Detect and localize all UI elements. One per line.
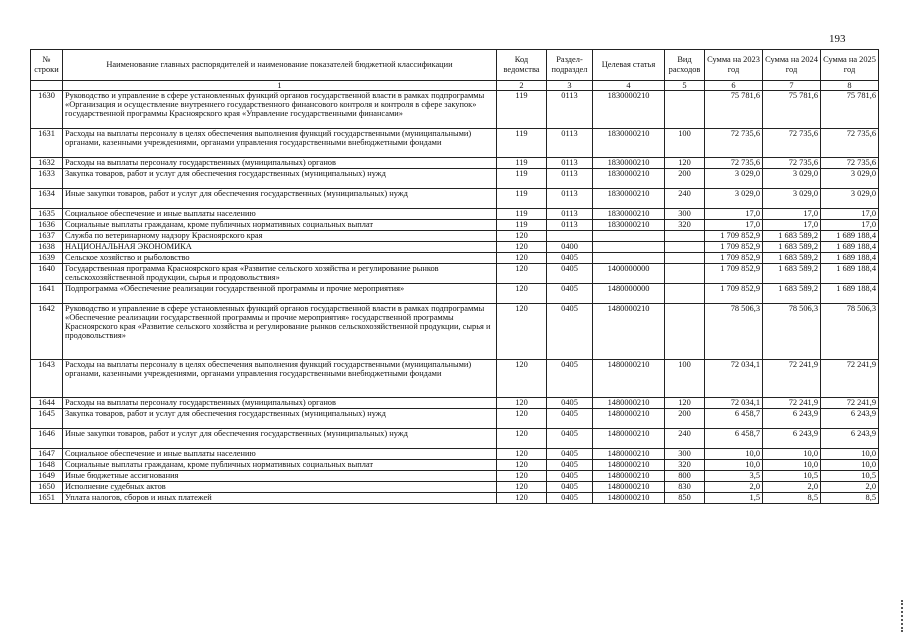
header-row — [31, 50, 879, 81]
row-number: 1649 — [31, 471, 63, 482]
row-number: 1642 — [31, 304, 63, 360]
row-number: 1639 — [31, 253, 63, 264]
row-sum-2023: 75 781,6 — [705, 91, 763, 129]
row-section: 0405 — [547, 449, 593, 460]
table-row — [31, 471, 879, 482]
row-code: 120 — [497, 231, 547, 242]
row-name: Закупка товаров, работ и услуг для обеспечения государственных (муниципальных) нужд — [63, 169, 497, 189]
row-sum-2024: 72 735,6 — [763, 158, 821, 169]
row-number: 1641 — [31, 284, 63, 304]
row-type: 100 — [665, 360, 705, 398]
row-target: 1480000210 — [593, 429, 665, 449]
row-type — [665, 304, 705, 360]
row-section: 0113 — [547, 158, 593, 169]
row-code: 119 — [497, 129, 547, 158]
row-section: 0400 — [547, 242, 593, 253]
row-sum-2025: 3 029,0 — [821, 169, 879, 189]
row-code: 119 — [497, 158, 547, 169]
header-section: Раздел-подраздел — [547, 50, 593, 81]
row-sum-2023: 10,0 — [705, 460, 763, 471]
row-section: 0405 — [547, 284, 593, 304]
row-sum-2024: 1 683 589,2 — [763, 231, 821, 242]
row-sum-2025: 17,0 — [821, 209, 879, 220]
row-code: 120 — [497, 471, 547, 482]
row-sum-2025: 6 243,9 — [821, 409, 879, 429]
row-sum-2023: 3 029,0 — [705, 189, 763, 209]
row-code: 120 — [497, 304, 547, 360]
table-row — [31, 449, 879, 460]
row-name: Руководство и управление в сфере установленных функций органов государственной власти в рамках подпрограммы «Организация и осуществление внутреннего государственного финансового контроля и контроля в сфере закупок» государственной программы Красноярского края «Управление государственными финансами» — [63, 91, 497, 129]
row-name: Сельское хозяйство и рыболовство — [63, 253, 497, 264]
row-type: 200 — [665, 409, 705, 429]
row-number: 1644 — [31, 398, 63, 409]
row-type — [665, 242, 705, 253]
row-name: Расходы на выплаты персоналу в целях обеспечения выполнения функций государственными (муниципальными) органами, казенными учреждениями, органами управления государственными внебюджетными фондами — [63, 129, 497, 158]
row-type: 300 — [665, 209, 705, 220]
row-target: 1480000210 — [593, 460, 665, 471]
table-row — [31, 220, 879, 231]
row-code: 119 — [497, 91, 547, 129]
row-type — [665, 264, 705, 284]
row-number: 1634 — [31, 189, 63, 209]
table-row — [31, 253, 879, 264]
row-sum-2023: 17,0 — [705, 209, 763, 220]
row-code: 120 — [497, 429, 547, 449]
row-number: 1632 — [31, 158, 63, 169]
row-target: 1830000210 — [593, 158, 665, 169]
row-number: 1630 — [31, 91, 63, 129]
row-sum-2023: 1 709 852,9 — [705, 231, 763, 242]
table-row — [31, 169, 879, 189]
row-sum-2025: 8,5 — [821, 493, 879, 504]
row-sum-2025: 17,0 — [821, 220, 879, 231]
row-target: 1480000210 — [593, 493, 665, 504]
row-code: 119 — [497, 220, 547, 231]
row-sum-2025: 72 241,9 — [821, 398, 879, 409]
row-sum-2023: 2,0 — [705, 482, 763, 493]
row-type: 200 — [665, 169, 705, 189]
row-sum-2024: 6 243,9 — [763, 409, 821, 429]
row-sum-2023: 1 709 852,9 — [705, 253, 763, 264]
row-name: Подпрограмма «Обеспечение реализации государственной программы и прочие мероприятия» — [63, 284, 497, 304]
row-sum-2025: 75 781,6 — [821, 91, 879, 129]
row-code: 120 — [497, 482, 547, 493]
row-type: 100 — [665, 129, 705, 158]
row-section: 0113 — [547, 209, 593, 220]
table-row — [31, 209, 879, 220]
row-target: 1830000210 — [593, 220, 665, 231]
row-code: 120 — [497, 493, 547, 504]
header-sum-2023: Сумма на 2023 год — [705, 50, 763, 81]
row-name: Социальные выплаты гражданам, кроме публичных нормативных социальных выплат — [63, 220, 497, 231]
row-sum-2025: 1 689 188,4 — [821, 253, 879, 264]
row-sum-2024: 10,0 — [763, 460, 821, 471]
row-sum-2025: 10,5 — [821, 471, 879, 482]
row-sum-2024: 72 241,9 — [763, 360, 821, 398]
row-number: 1643 — [31, 360, 63, 398]
row-sum-2025: 72 735,6 — [821, 129, 879, 158]
table-row — [31, 264, 879, 284]
row-code: 120 — [497, 284, 547, 304]
row-code: 120 — [497, 398, 547, 409]
row-type — [665, 253, 705, 264]
table-row — [31, 189, 879, 209]
row-target: 1480000210 — [593, 360, 665, 398]
row-sum-2023: 72 034,1 — [705, 360, 763, 398]
column-number: 1 — [63, 81, 497, 91]
row-section: 0405 — [547, 398, 593, 409]
row-sum-2024: 78 506,3 — [763, 304, 821, 360]
row-sum-2025: 72 241,9 — [821, 360, 879, 398]
row-number: 1631 — [31, 129, 63, 158]
row-sum-2023: 72 735,6 — [705, 158, 763, 169]
row-code: 120 — [497, 360, 547, 398]
row-number: 1633 — [31, 169, 63, 189]
header-row-no: № строки — [31, 50, 63, 81]
page-number: 193 — [829, 33, 846, 45]
column-number: 8 — [821, 81, 879, 91]
header-target: Целевая статья — [593, 50, 665, 81]
header-name: Наименование главных распорядителей и наименование показателей бюджетной классификации — [63, 50, 497, 81]
row-type: 850 — [665, 493, 705, 504]
row-code: 120 — [497, 460, 547, 471]
row-sum-2025: 10,0 — [821, 460, 879, 471]
row-section: 0405 — [547, 471, 593, 482]
table-row — [31, 284, 879, 304]
row-sum-2023: 1 709 852,9 — [705, 284, 763, 304]
row-type — [665, 284, 705, 304]
table-row — [31, 242, 879, 253]
header-sum-2025: Сумма на 2025 год — [821, 50, 879, 81]
row-type: 240 — [665, 189, 705, 209]
row-name: Социальное обеспечение и иные выплаты населению — [63, 209, 497, 220]
column-number: 4 — [593, 81, 665, 91]
row-section — [547, 231, 593, 242]
scan-edge-marks — [901, 600, 905, 632]
row-sum-2023: 6 458,7 — [705, 409, 763, 429]
table-row — [31, 409, 879, 429]
row-number: 1636 — [31, 220, 63, 231]
row-target: 1480000210 — [593, 398, 665, 409]
column-number: 2 — [497, 81, 547, 91]
row-type: 240 — [665, 429, 705, 449]
row-type: 800 — [665, 471, 705, 482]
row-target: 1480000210 — [593, 409, 665, 429]
row-sum-2025: 1 689 188,4 — [821, 264, 879, 284]
row-target: 1830000210 — [593, 91, 665, 129]
row-sum-2025: 6 243,9 — [821, 429, 879, 449]
row-name: Социальное обеспечение и иные выплаты населению — [63, 449, 497, 460]
row-target: 1480000000 — [593, 284, 665, 304]
header-sum-2024: Сумма на 2024 год — [763, 50, 821, 81]
row-sum-2025: 10,0 — [821, 449, 879, 460]
row-name: Иные бюджетные ассигнования — [63, 471, 497, 482]
row-sum-2024: 72 241,9 — [763, 398, 821, 409]
row-name: НАЦИОНАЛЬНАЯ ЭКОНОМИКА — [63, 242, 497, 253]
row-section: 0405 — [547, 264, 593, 284]
row-code: 120 — [497, 449, 547, 460]
row-target: 1480000210 — [593, 304, 665, 360]
row-number: 1648 — [31, 460, 63, 471]
row-sum-2023: 72 034,1 — [705, 398, 763, 409]
row-target: 1830000210 — [593, 189, 665, 209]
column-number: 7 — [763, 81, 821, 91]
row-target: 1830000210 — [593, 209, 665, 220]
row-section: 0113 — [547, 169, 593, 189]
row-code: 119 — [497, 169, 547, 189]
row-sum-2024: 1 683 589,2 — [763, 253, 821, 264]
row-sum-2024: 1 683 589,2 — [763, 284, 821, 304]
row-target: 1830000210 — [593, 169, 665, 189]
row-code: 119 — [497, 209, 547, 220]
row-sum-2023: 72 735,6 — [705, 129, 763, 158]
row-sum-2025: 2,0 — [821, 482, 879, 493]
table-row — [31, 231, 879, 242]
budget-table — [30, 49, 879, 504]
row-name: Исполнение судебных актов — [63, 482, 497, 493]
row-name: Иные закупки товаров, работ и услуг для обеспечения государственных (муниципальных) нужд — [63, 429, 497, 449]
row-section: 0113 — [547, 220, 593, 231]
row-target — [593, 231, 665, 242]
row-sum-2024: 1 683 589,2 — [763, 242, 821, 253]
row-section: 0113 — [547, 189, 593, 209]
row-section: 0405 — [547, 304, 593, 360]
row-section: 0113 — [547, 129, 593, 158]
row-number: 1650 — [31, 482, 63, 493]
row-name: Расходы на выплаты персоналу государственных (муниципальных) органов — [63, 158, 497, 169]
row-section: 0405 — [547, 253, 593, 264]
row-name: Социальные выплаты гражданам, кроме публичных нормативных социальных выплат — [63, 460, 497, 471]
row-section: 0405 — [547, 460, 593, 471]
row-sum-2023: 17,0 — [705, 220, 763, 231]
row-code: 120 — [497, 264, 547, 284]
row-section: 0405 — [547, 360, 593, 398]
row-name: Уплата налогов, сборов и иных платежей — [63, 493, 497, 504]
table-row — [31, 482, 879, 493]
row-type: 300 — [665, 449, 705, 460]
row-section: 0113 — [547, 91, 593, 129]
row-sum-2023: 3,5 — [705, 471, 763, 482]
header-code: Код ведомства — [497, 50, 547, 81]
row-name: Государственная программа Красноярского края «Развитие сельского хозяйства и регулирование рынков сельскохозяйственной продукции, сырья и продовольствия» — [63, 264, 497, 284]
row-number: 1637 — [31, 231, 63, 242]
row-section: 0405 — [547, 493, 593, 504]
row-number: 1635 — [31, 209, 63, 220]
row-sum-2024: 72 735,6 — [763, 129, 821, 158]
row-sum-2023: 1 709 852,9 — [705, 242, 763, 253]
row-sum-2023: 1 709 852,9 — [705, 264, 763, 284]
row-sum-2024: 75 781,6 — [763, 91, 821, 129]
row-code: 119 — [497, 189, 547, 209]
row-sum-2023: 6 458,7 — [705, 429, 763, 449]
row-name: Закупка товаров, работ и услуг для обеспечения государственных (муниципальных) нужд — [63, 409, 497, 429]
table-row — [31, 129, 879, 158]
row-code: 120 — [497, 409, 547, 429]
row-code: 120 — [497, 242, 547, 253]
row-sum-2024: 6 243,9 — [763, 429, 821, 449]
column-number-row — [31, 81, 879, 91]
row-target: 1480000210 — [593, 471, 665, 482]
row-sum-2024: 3 029,0 — [763, 169, 821, 189]
row-sum-2023: 1,5 — [705, 493, 763, 504]
row-type: 320 — [665, 460, 705, 471]
table-row — [31, 91, 879, 129]
column-number — [31, 81, 63, 91]
row-target: 1480000210 — [593, 449, 665, 460]
row-name: Расходы на выплаты персоналу в целях обеспечения выполнения функций государственными (муниципальными) органами, казенными учреждениями, органами управления государственными внебюджетными фондами — [63, 360, 497, 398]
row-type: 320 — [665, 220, 705, 231]
row-sum-2025: 1 689 188,4 — [821, 231, 879, 242]
row-type — [665, 91, 705, 129]
column-number: 3 — [547, 81, 593, 91]
table-row — [31, 460, 879, 471]
row-sum-2024: 2,0 — [763, 482, 821, 493]
row-target: 1400000000 — [593, 264, 665, 284]
row-section: 0405 — [547, 429, 593, 449]
row-sum-2024: 17,0 — [763, 209, 821, 220]
row-sum-2024: 8,5 — [763, 493, 821, 504]
table-row — [31, 429, 879, 449]
row-sum-2025: 78 506,3 — [821, 304, 879, 360]
row-sum-2023: 3 029,0 — [705, 169, 763, 189]
row-name: Служба по ветеринарному надзору Красноярского края — [63, 231, 497, 242]
row-target — [593, 242, 665, 253]
row-sum-2025: 72 735,6 — [821, 158, 879, 169]
row-section: 0405 — [547, 482, 593, 493]
column-number: 6 — [705, 81, 763, 91]
row-number: 1645 — [31, 409, 63, 429]
row-sum-2024: 1 683 589,2 — [763, 264, 821, 284]
row-number: 1638 — [31, 242, 63, 253]
row-target — [593, 253, 665, 264]
row-type: 120 — [665, 158, 705, 169]
row-type — [665, 231, 705, 242]
table-row — [31, 304, 879, 360]
row-sum-2024: 17,0 — [763, 220, 821, 231]
row-type: 120 — [665, 398, 705, 409]
row-sum-2023: 10,0 — [705, 449, 763, 460]
row-sum-2024: 3 029,0 — [763, 189, 821, 209]
row-target: 1480000210 — [593, 482, 665, 493]
row-type: 830 — [665, 482, 705, 493]
table-row — [31, 158, 879, 169]
row-number: 1651 — [31, 493, 63, 504]
row-name: Руководство и управление в сфере установленных функций органов государственной власти в рамках подпрограммы «Обеспечение реализации государственной программы и прочие мероприятия» государственной программы Красноярского края «Развитие сельского хозяйства и регулирование рынков сельскохозяйственной продукции, сырья и продовольствия» — [63, 304, 497, 360]
column-number: 5 — [665, 81, 705, 91]
row-target: 1830000210 — [593, 129, 665, 158]
row-name: Расходы на выплаты персоналу государственных (муниципальных) органов — [63, 398, 497, 409]
row-number: 1646 — [31, 429, 63, 449]
row-sum-2024: 10,5 — [763, 471, 821, 482]
table-row — [31, 360, 879, 398]
row-sum-2023: 78 506,3 — [705, 304, 763, 360]
row-sum-2025: 3 029,0 — [821, 189, 879, 209]
row-code: 120 — [497, 253, 547, 264]
table-row — [31, 493, 879, 504]
row-number: 1647 — [31, 449, 63, 460]
row-sum-2025: 1 689 188,4 — [821, 242, 879, 253]
table-row — [31, 398, 879, 409]
row-name: Иные закупки товаров, работ и услуг для обеспечения государственных (муниципальных) нужд — [63, 189, 497, 209]
row-sum-2025: 1 689 188,4 — [821, 284, 879, 304]
row-number: 1640 — [31, 264, 63, 284]
row-sum-2024: 10,0 — [763, 449, 821, 460]
row-section: 0405 — [547, 409, 593, 429]
header-type: Вид расходов — [665, 50, 705, 81]
